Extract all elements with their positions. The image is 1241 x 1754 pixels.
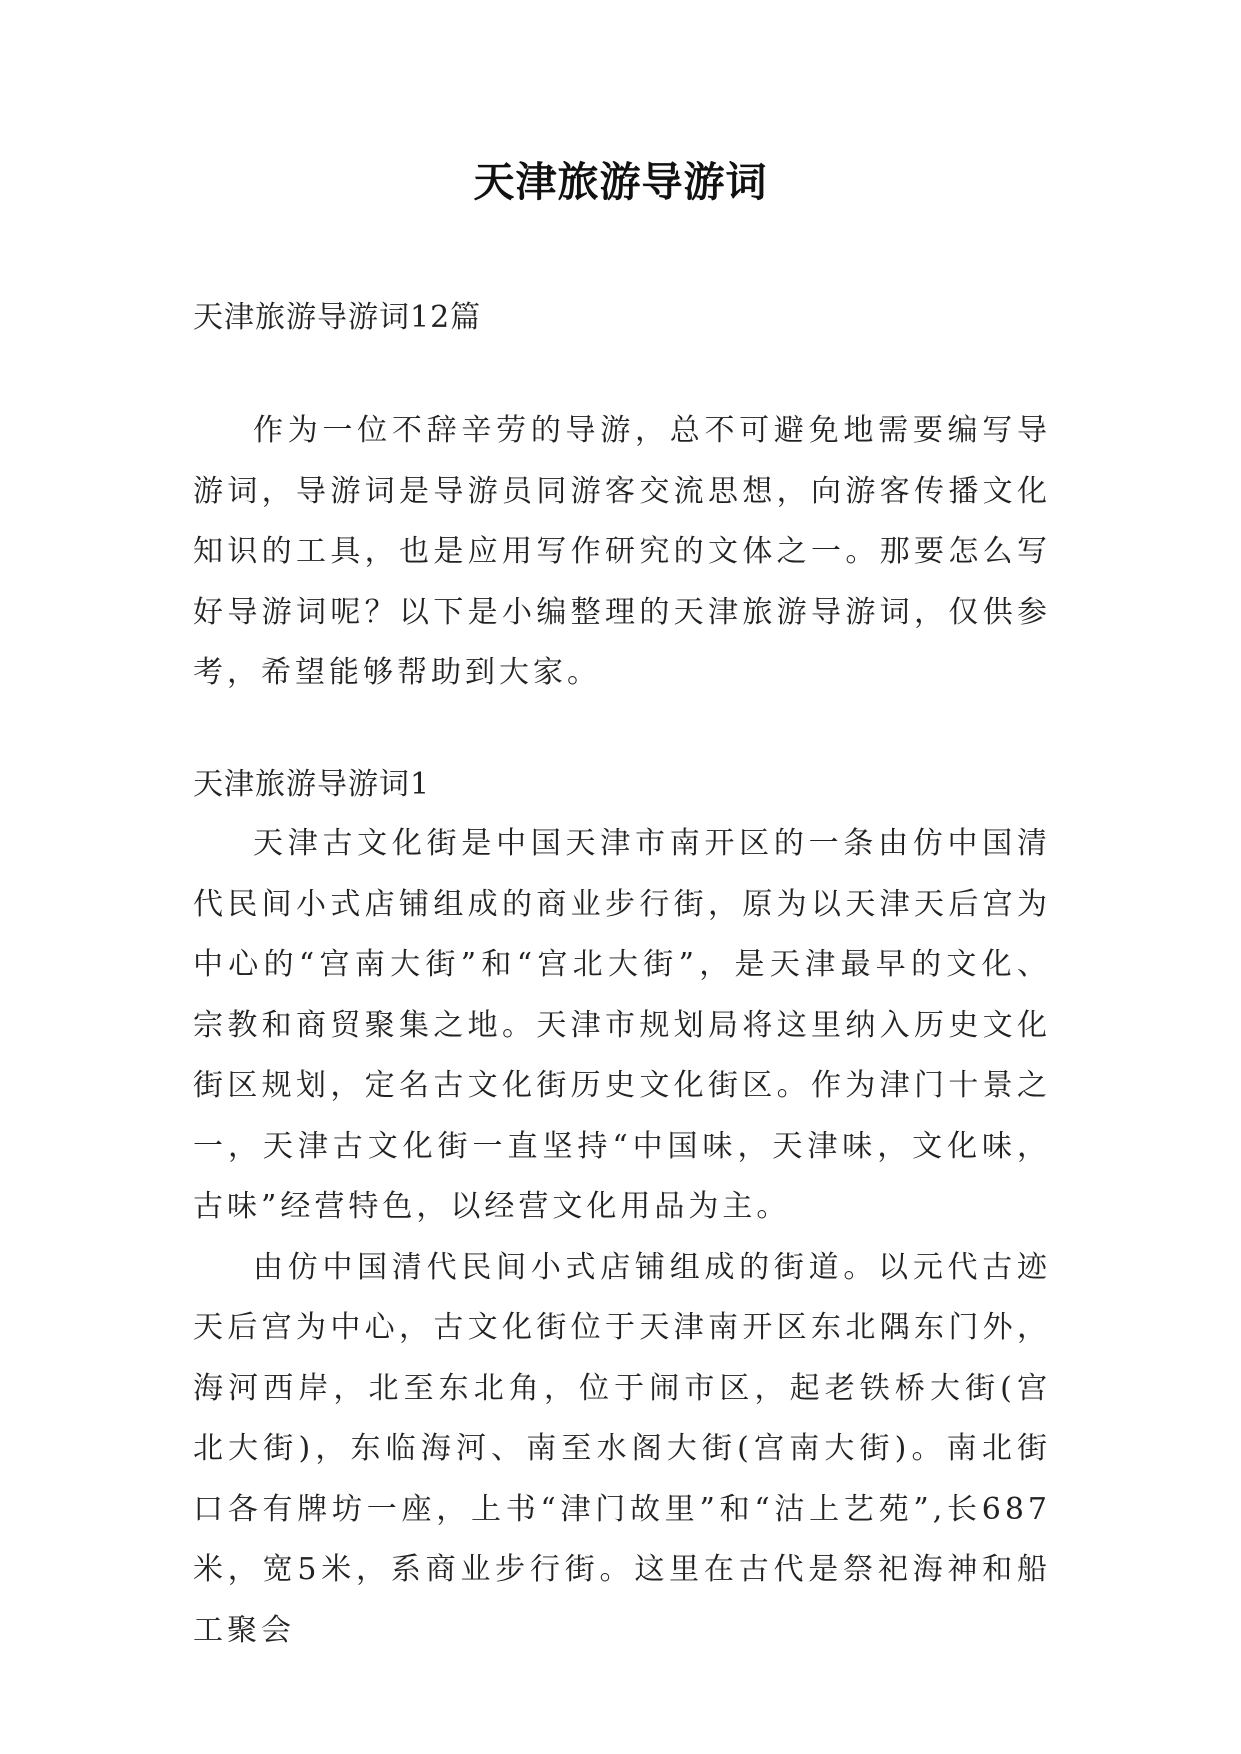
document-subtitle: 天津旅游导游词12篇 — [193, 300, 482, 335]
section-heading-1: 天津旅游导游词1 — [193, 767, 431, 802]
section-body-1 — [193, 814, 1051, 1661]
section-paragraph: 由仿中国清代民间小式店铺组成的街道。以元代古迹天后宫为中心，古文化街位于天津南开区东北隅东门外，海河西岸，北至东北角，位于闹市区，起老铁桥大街(宫北大街)，东临海河、南至水阁大街(宫南大街)。南北街口各有牌坊一座，上书“津门故里”和“沽上艺苑”,长687米，宽5米，系商业步行街。这里在古代是祭祀海神和船工聚会 — [193, 1249, 1051, 1648]
intro-paragraph: 作为一位不辞辛劳的导游，总不可避免地需要编写导游词，导游词是导游员同游客交流思想，向游客传播文化知识的工具，也是应用写作研究的文体之一。那要怎么写好导游词呢？以下是小编整理的天津旅游导游词，仅供参考，希望能够帮助到大家。 — [193, 413, 1051, 690]
intro-section — [193, 401, 1051, 704]
page-title: 天津旅游导游词 — [473, 158, 768, 206]
section-paragraph: 天津古文化街是中国天津市南开区的一条由仿中国清代民间小式店铺组成的商业步行街，原为以天津天后宫为中心的“宫南大街”和“宫北大街”，是天津最早的文化、宗教和商贸聚集之地。天津市规划局将这里纳入历史文化街区规划，定名古文化街历史文化街区。作为津门十景之一，天津古文化街一直坚持“中国味，天津味，文化味，古味”经营特色，以经营文化用品为主。 — [193, 826, 1051, 1224]
